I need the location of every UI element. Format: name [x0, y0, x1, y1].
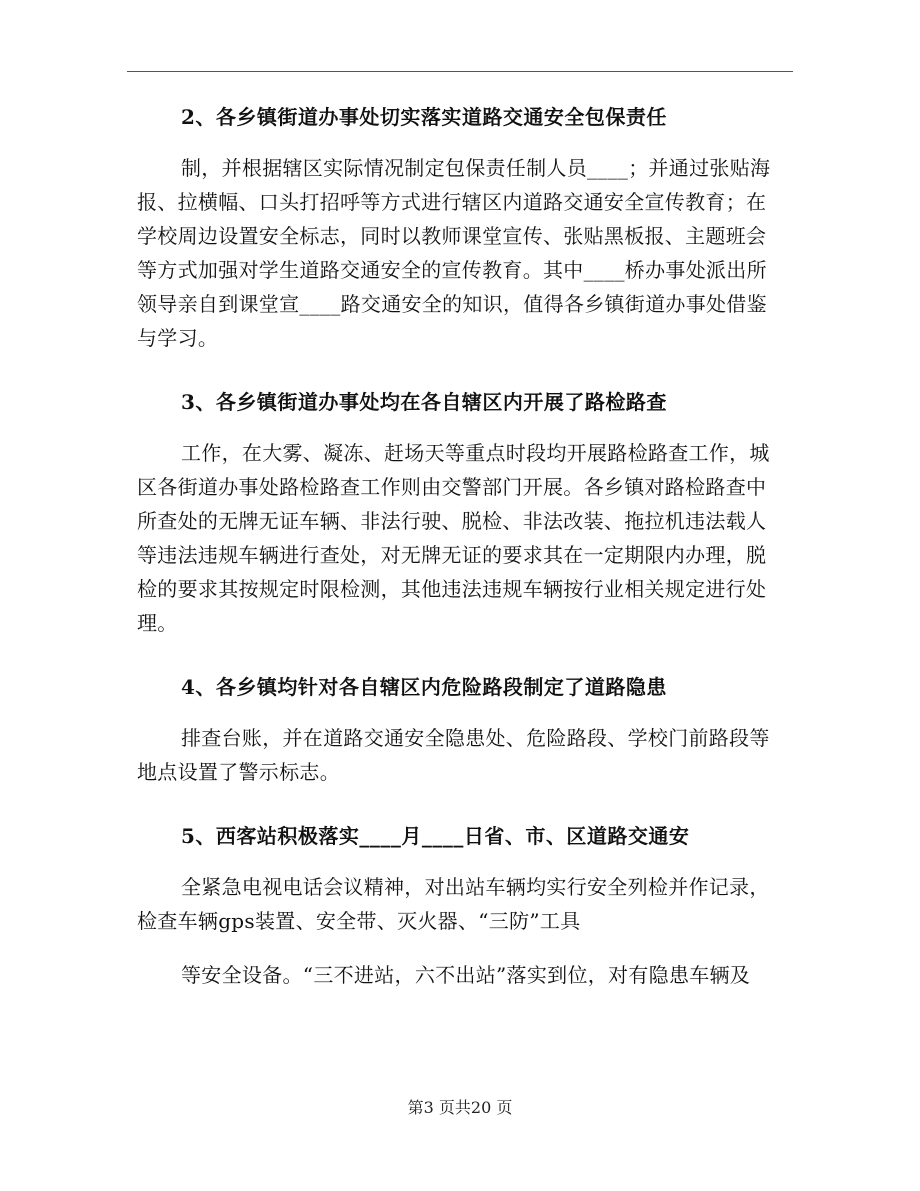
body-line: 理。	[137, 611, 178, 635]
body-line: 等违法违规车辆进行查处，对无牌无证的要求其在一定期限内办理，脱	[137, 543, 767, 567]
body-line: 检的要求其按规定时限检测，其他违法违规车辆按行业相关规定进行处	[137, 577, 767, 601]
body-line: 制，并根据辖区实际情况制定包保责任制人员____；并通过张贴海	[181, 156, 771, 180]
body-line: 领导亲自到课堂宣____路交通安全的知识，值得各乡镇街道办事处借鉴	[137, 292, 767, 316]
section-heading: 4、各乡镇均针对各自辖区内危险路段制定了道路隐患	[181, 675, 667, 699]
page-number: 第3 页共20 页	[407, 1098, 513, 1117]
body-line: 等安全设备。“三不进站，六不出站”落实到位，对有隐患车辆及	[181, 963, 751, 987]
section-body	[137, 870, 787, 938]
section-heading: 3、各乡镇街道办事处均在各自辖区内开展了路检路查	[181, 390, 667, 414]
section-heading: 5、西客站积极落实____月____日省、市、区道路交通安	[181, 824, 690, 848]
body-line: 全紧急电视电话会议精神，对出站车辆均实行安全列检并作记录，	[181, 875, 770, 899]
section-body	[137, 721, 787, 789]
header-rule	[127, 71, 793, 72]
document-page	[137, 100, 787, 992]
body-line: 区各街道办事处路检路查工作则由交警部门开展。各乡镇对路检路查中	[137, 475, 767, 499]
trailing-paragraph	[137, 958, 787, 992]
body-line: 报、拉横幅、口头打招呼等方式进行辖区内道路交通安全宣传教育；在	[137, 190, 767, 214]
section-heading: 2、各乡镇街道办事处切实落实道路交通安全包保责任	[181, 105, 667, 129]
body-line: 排查台账，并在道路交通安全隐患处、危险路段、学校门前路段等	[181, 726, 770, 750]
body-line: 学校周边设置安全标志，同时以教师课堂宣传、张贴黑板报、主题班会	[137, 224, 767, 248]
body-line: 等方式加强对学生道路交通安全的宣传教育。其中____桥办事处派出所	[137, 258, 767, 282]
body-line: 所查处的无牌无证车辆、非法行驶、脱检、非法改装、拖拉机违法载人	[137, 509, 767, 533]
body-line: 检查车辆gps装置、安全带、灭火器、“三防”工具	[137, 909, 581, 933]
body-line: 与学习。	[137, 326, 219, 350]
section-body	[137, 436, 787, 640]
body-line: 地点设置了警示标志。	[137, 760, 340, 784]
body-line: 工作，在大雾、凝冻、赶场天等重点时段均开展路检路查工作，城	[181, 441, 770, 465]
section-body	[137, 151, 787, 355]
